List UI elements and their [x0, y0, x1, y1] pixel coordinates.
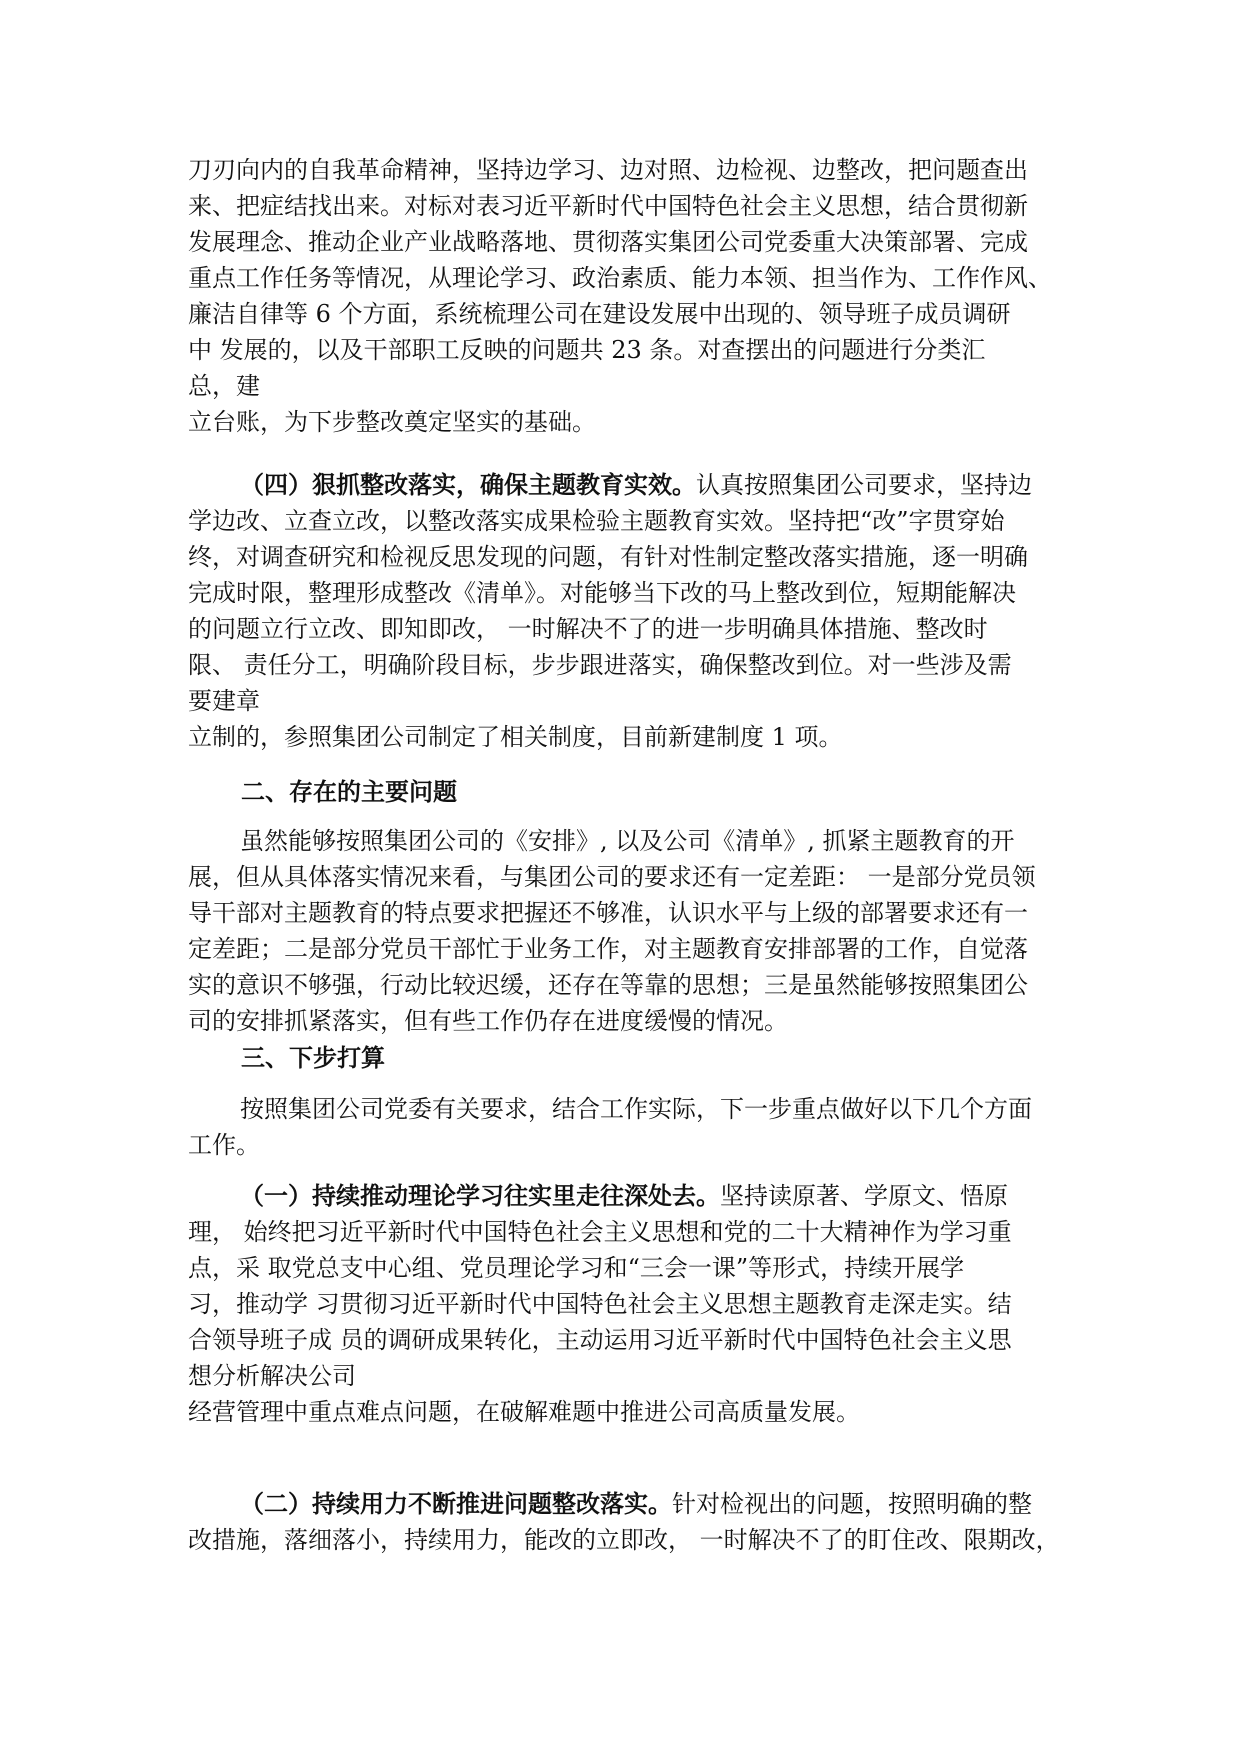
text-line: 的问题立行立改、即知即改， 一时解决不了的进一步明确具体措施、整改时	[188, 615, 988, 643]
text-line	[188, 467, 1060, 503]
text-line: 来、把症结找出来。对标对表习近平新时代中国特色社会主义思想，结合贯彻新	[188, 192, 1028, 220]
text-line: 中 发展的，以及干部职工反映的问题共 23 条。对查摆出的问题进行分类汇	[188, 336, 986, 364]
text-line: 导干部对主题教育的特点要求把握还不够准，认识水平与上级的部署要求还有一	[188, 899, 1028, 927]
text-line: 合领导班子成 员的调研成果转化，主动运用习近平新时代中国特色社会主义思	[188, 1326, 1012, 1354]
text-line	[188, 1486, 1060, 1522]
text-line: 按照集团公司党委有关要求，结合工作实际，下一步重点做好以下几个方面	[240, 1095, 1032, 1123]
text-line: 立制的，参照集团公司制定了相关制度，目前新建制度 1 项。	[188, 723, 843, 751]
text-line: 理， 始终把习近平新时代中国特色社会主义思想和党的二十大精神作为学习重	[188, 1218, 1012, 1246]
section-lead-rest: 针对检视出的问题，按照明确的整	[672, 1490, 1032, 1518]
text-line: 定差距；二是部分党员干部忙于业务工作，对主题教育安排部署的工作，自觉落	[188, 935, 1028, 963]
text-line: 立台账，为下步整改奠定坚实的基础。	[188, 408, 596, 436]
text-line	[188, 1178, 1060, 1214]
paragraph-section-one	[188, 1178, 1060, 1430]
text-line: 想分析解决公司	[188, 1362, 356, 1390]
text-line: 工作。	[188, 1131, 260, 1159]
paragraph-problems	[188, 823, 1060, 1039]
text-line: 要建章	[188, 687, 260, 715]
text-line: 总，建	[188, 372, 260, 400]
text-line: 终，对调查研究和检视反思发现的问题，有针对性制定整改落实措施，逐一明确	[188, 543, 1028, 571]
section-lead: （二）持续用力不断推进问题整改落实。	[240, 1489, 672, 1518]
section-lead: （四）狠抓整改落实，确保主题教育实效。	[240, 470, 696, 499]
text-line: 限、 责任分工，明确阶段目标，步步跟进落实，确保整改到位。对一些涉及需	[188, 651, 1012, 679]
text-line: 完成时限，整理形成整改《清单》。对能够当下改的马上整改到位，短期能解决	[188, 579, 1016, 607]
section-lead: （一）持续推动理论学习往实里走往深处去。	[240, 1181, 720, 1210]
text-line: 习，推动学 习贯彻习近平新时代中国特色社会主义思想主题教育走深走实。结	[188, 1290, 1012, 1318]
text-line: 经营管理中重点难点问题，在破解难题中推进公司高质量发展。	[188, 1398, 860, 1426]
section-lead-rest: 坚持读原著、学原文、悟原	[720, 1182, 1008, 1210]
text-line: 重点工作任务等情况，从理论学习、政治素质、能力本领、担当作为、工作作风、	[188, 264, 1052, 292]
text-line: 发展理念、推动企业产业战略落地、贯彻落实集团公司党委重大决策部署、完成	[188, 228, 1028, 256]
text-line: 展，但从具体落实情况来看，与集团公司的要求还有一定差距： 一是部分党员领	[188, 863, 1036, 891]
text-line: 司的安排抓紧落实，但有些工作仍存在进度缓慢的情况。	[188, 1007, 788, 1035]
section-heading-two: 二、存在的主要问题	[241, 777, 457, 806]
text-line: 实的意识不够强，行动比较迟缓，还存在等靠的思想；三是虽然能够按照集团公	[188, 971, 1028, 999]
text-line: 廉洁自律等 6 个方面，系统梳理公司在建设发展中出现的、领导班子成员调研	[188, 300, 1011, 328]
section-heading-three: 三、下步打算	[241, 1043, 385, 1072]
text-line: 改措施，落细落小，持续用力，能改的立即改， 一时解决不了的盯住改、限期改，	[188, 1526, 1060, 1554]
text-line: 学边改、立查立改，以整改落实成果检验主题教育实效。坚持把“改”字贯穿始	[188, 507, 1005, 535]
paragraph-continuation	[188, 152, 1060, 440]
text-line: 点，采 取党总支中心组、党员理论学习和“三会一课”等形式，持续开展学	[188, 1254, 965, 1282]
text-line: 虽然能够按照集团公司的《安排》, 以及公司《清单》, 抓紧主题教育的开	[240, 827, 1015, 855]
paragraph-section-two	[188, 1486, 1060, 1558]
paragraph-section-four	[188, 467, 1060, 755]
paragraph-plan-intro	[188, 1091, 1060, 1163]
section-lead-rest: 认真按照集团公司要求，坚持边	[696, 471, 1032, 499]
text-line: 刀刃向内的自我革命精神，坚持边学习、边对照、边检视、边整改，把问题查出	[188, 156, 1028, 184]
